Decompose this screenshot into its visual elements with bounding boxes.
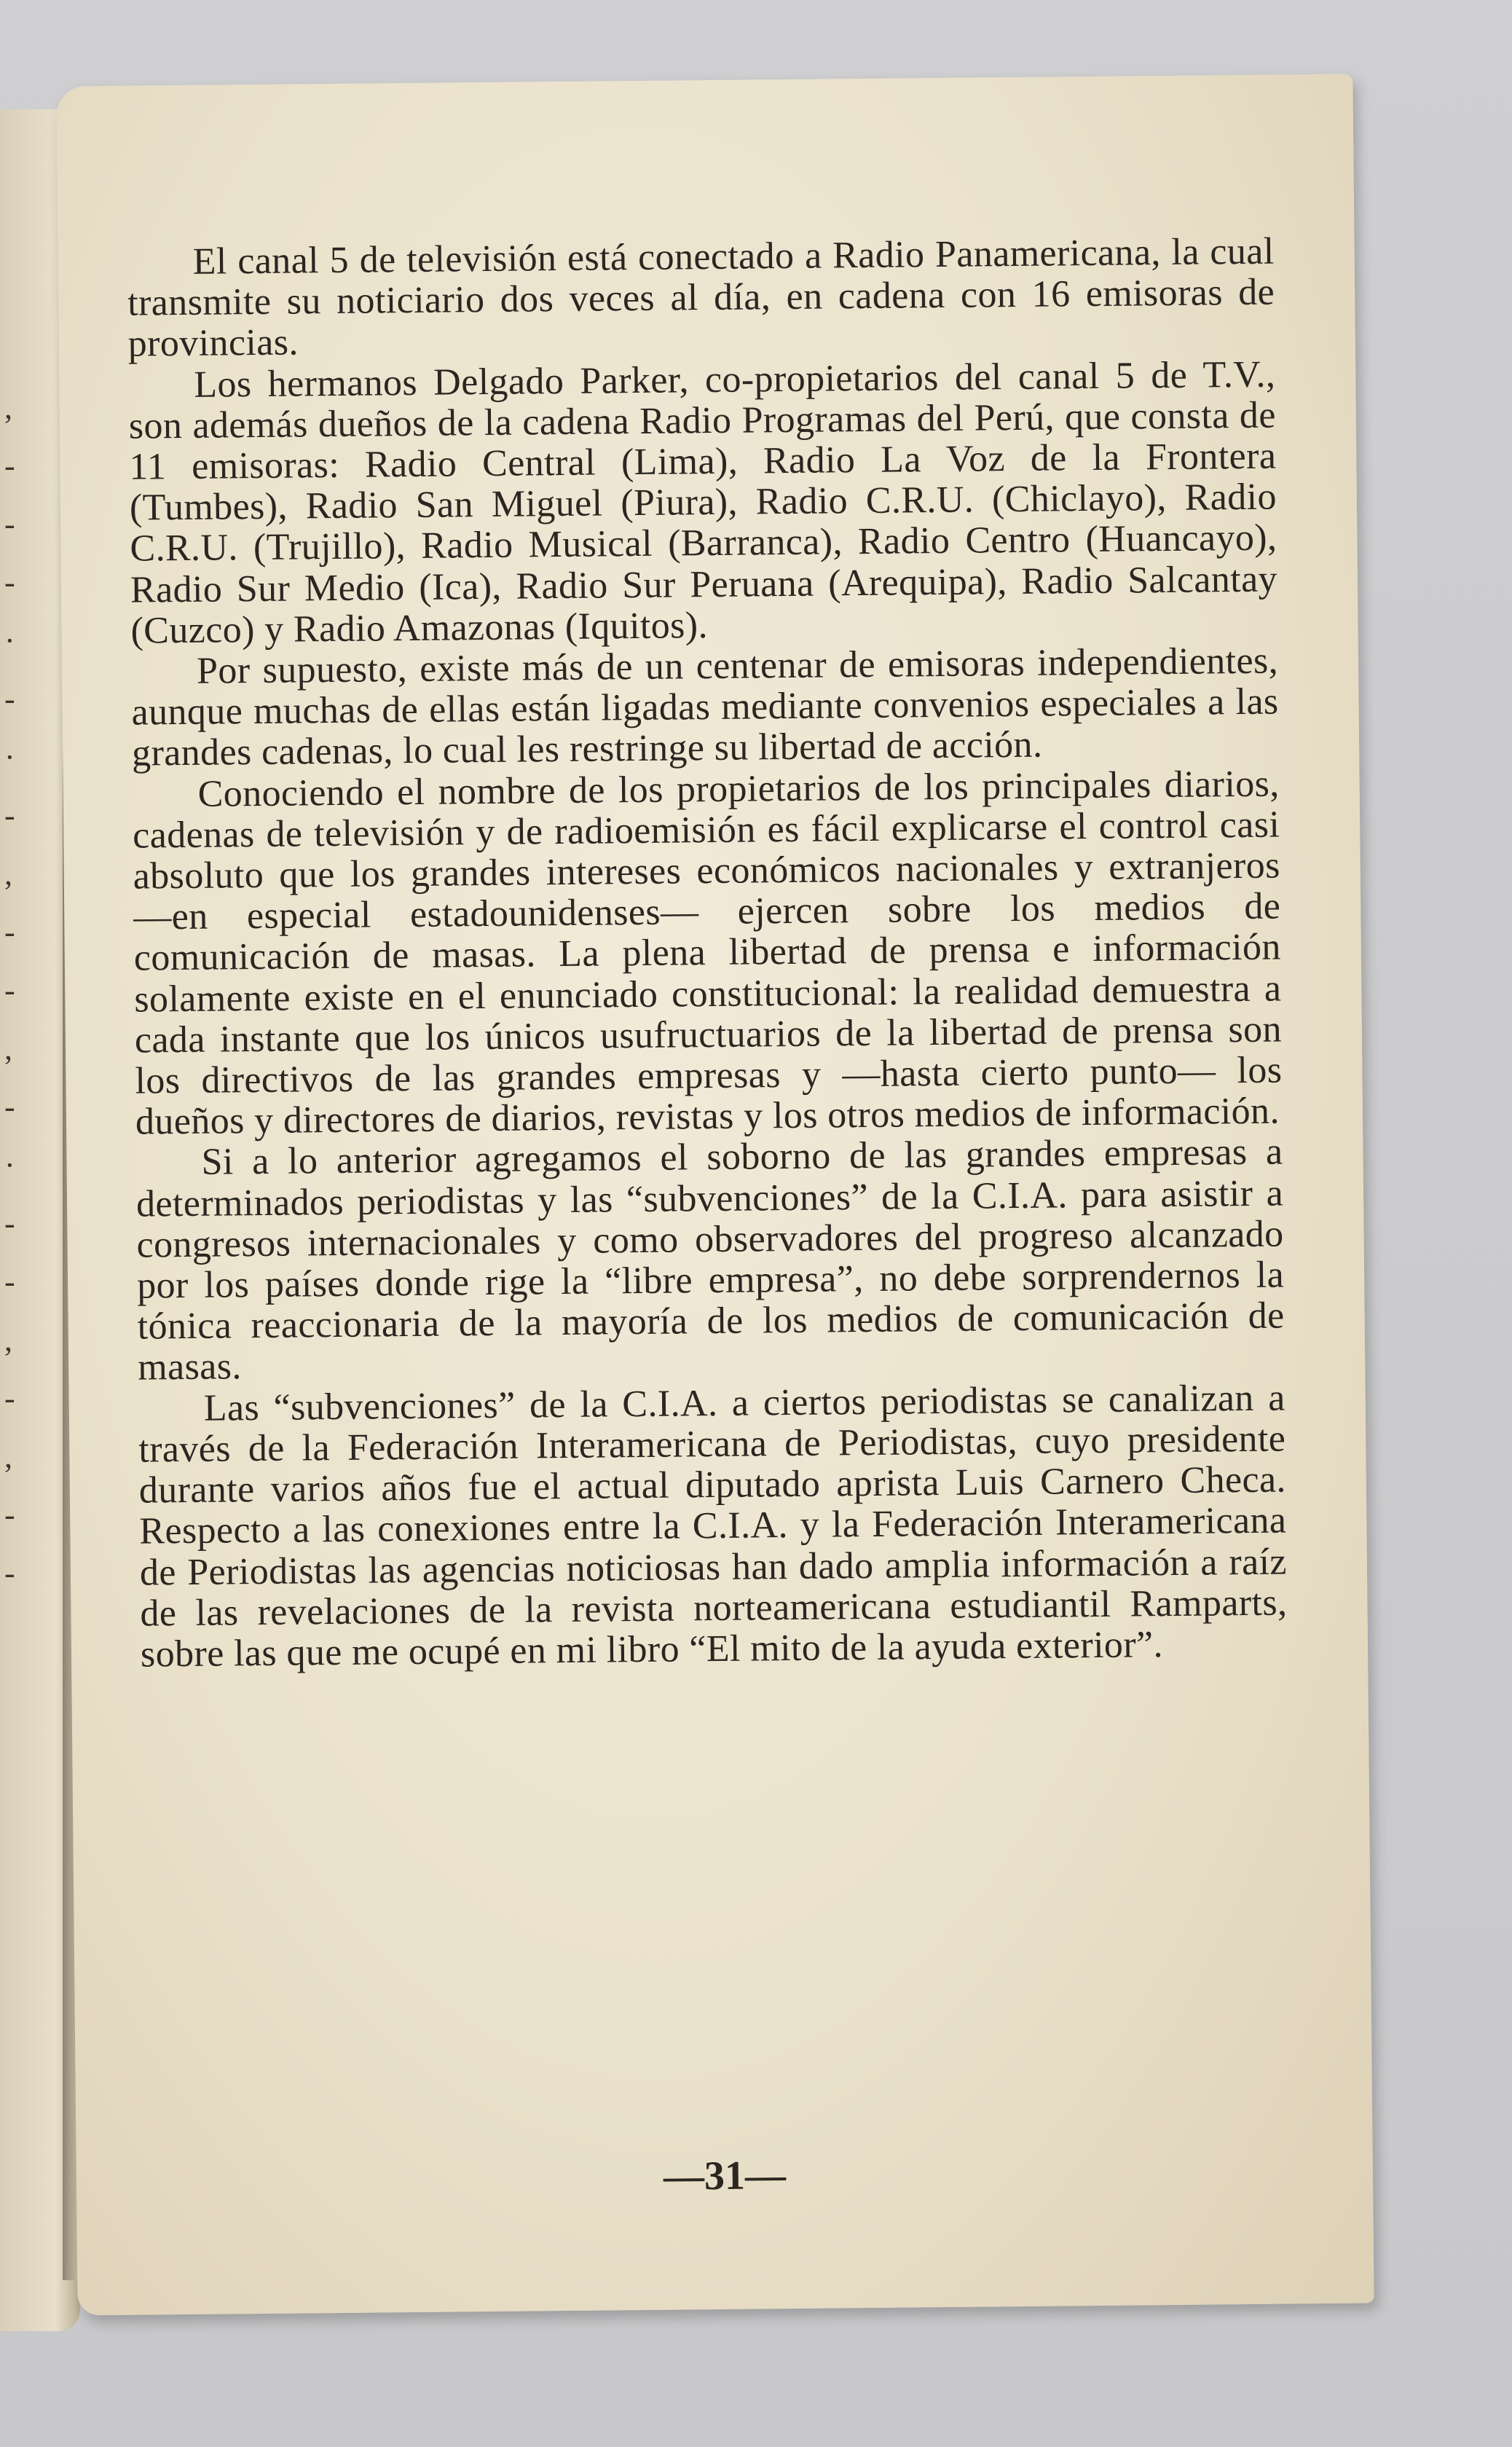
book-page <box>56 74 1374 2316</box>
paragraph-5: Si a lo anterior agregamos el soborno de las grandes empresas a determinados periodistas y las “subvenciones” de la C.I.A. para asistir a congresos internacionales y como observadores del progreso alcanzado por los países donde rige la “libre empresa”, no debe sorprendernos la tónica reaccionaria de la mayoría de los medios de comunicación de masas. <box>135 1131 1285 1389</box>
paragraph-6: Las “subvenciones” de la C.I.A. a ciertos periodistas se canalizan a través de la Federación Interamericana de Periodistas, cuyo presidente durante varios años fue el actual diputado aprista Luis Carnero Checa. Respecto a las conexiones entre la C.I.A. y la Federación Interamericana de Periodistas las agencias noticiosas han dado amplia información a raíz de las revelaciones de la revista norteamericana estudiantil Ramparts, sobre las que me ocupé en mi libro “El mito de la ayuda exterior”. <box>138 1377 1288 1676</box>
facing-page-text-fragments: , - - - · - · - , - - , - · - - , - , - - <box>4 390 15 1591</box>
page-number: —31— <box>663 2153 787 2199</box>
paragraph-4: Conociendo el nombre de los propietarios de los principales diarios, cadenas de televisión y de radioemisión es fácil explicarse el control casi absoluto que los grandes intereses económicos nacionales y extranjeros —en especial estadounidenses— ejercen sobre los medios de comunicación de masas. La plena libertad de prensa e información solamente existe en el enunciado constitucional: la realidad demuestra a cada instante que los únicos usufructuarios de la libertad de prensa son los directivos de las grandes empresas y —hasta cierto punto— los dueños y directores de diarios, revistas y los otros medios de información. <box>132 763 1283 1143</box>
paragraph-1: El canal 5 de televisión está conectado a Radio Panamericana, la cual transmite su noticiario dos veces al día, en cadena con 16 emisoras de provincias. <box>127 230 1275 366</box>
body-text <box>127 232 1288 1676</box>
paragraph-2: Los hermanos Delgado Parker, co-propietarios del canal 5 de T.V., son además dueños de la cadena Radio Programas del Perú, que consta de 11 emisoras: Radio Central (Lima), Radio La Voz de la Frontera (Tumbes), Radio San Miguel (Piura), Radio C.R.U. (Chiclayo), Radio C.R.U. (Trujillo), Radio Musical (Barranca), Radio Centro (Huancayo), Radio Sur Medio (Ica), Radio Sur Peruana (Arequipa), Radio Salcantay (Cuzco) y Radio Amazonas (Iquitos). <box>128 353 1278 652</box>
paragraph-3: Por supuesto, existe más de un centenar de emisoras independientes, aunque muchas de ellas están ligadas mediante convenios especiales a las grandes cadenas, lo cual les restringe su libertad de acción. <box>131 640 1279 775</box>
